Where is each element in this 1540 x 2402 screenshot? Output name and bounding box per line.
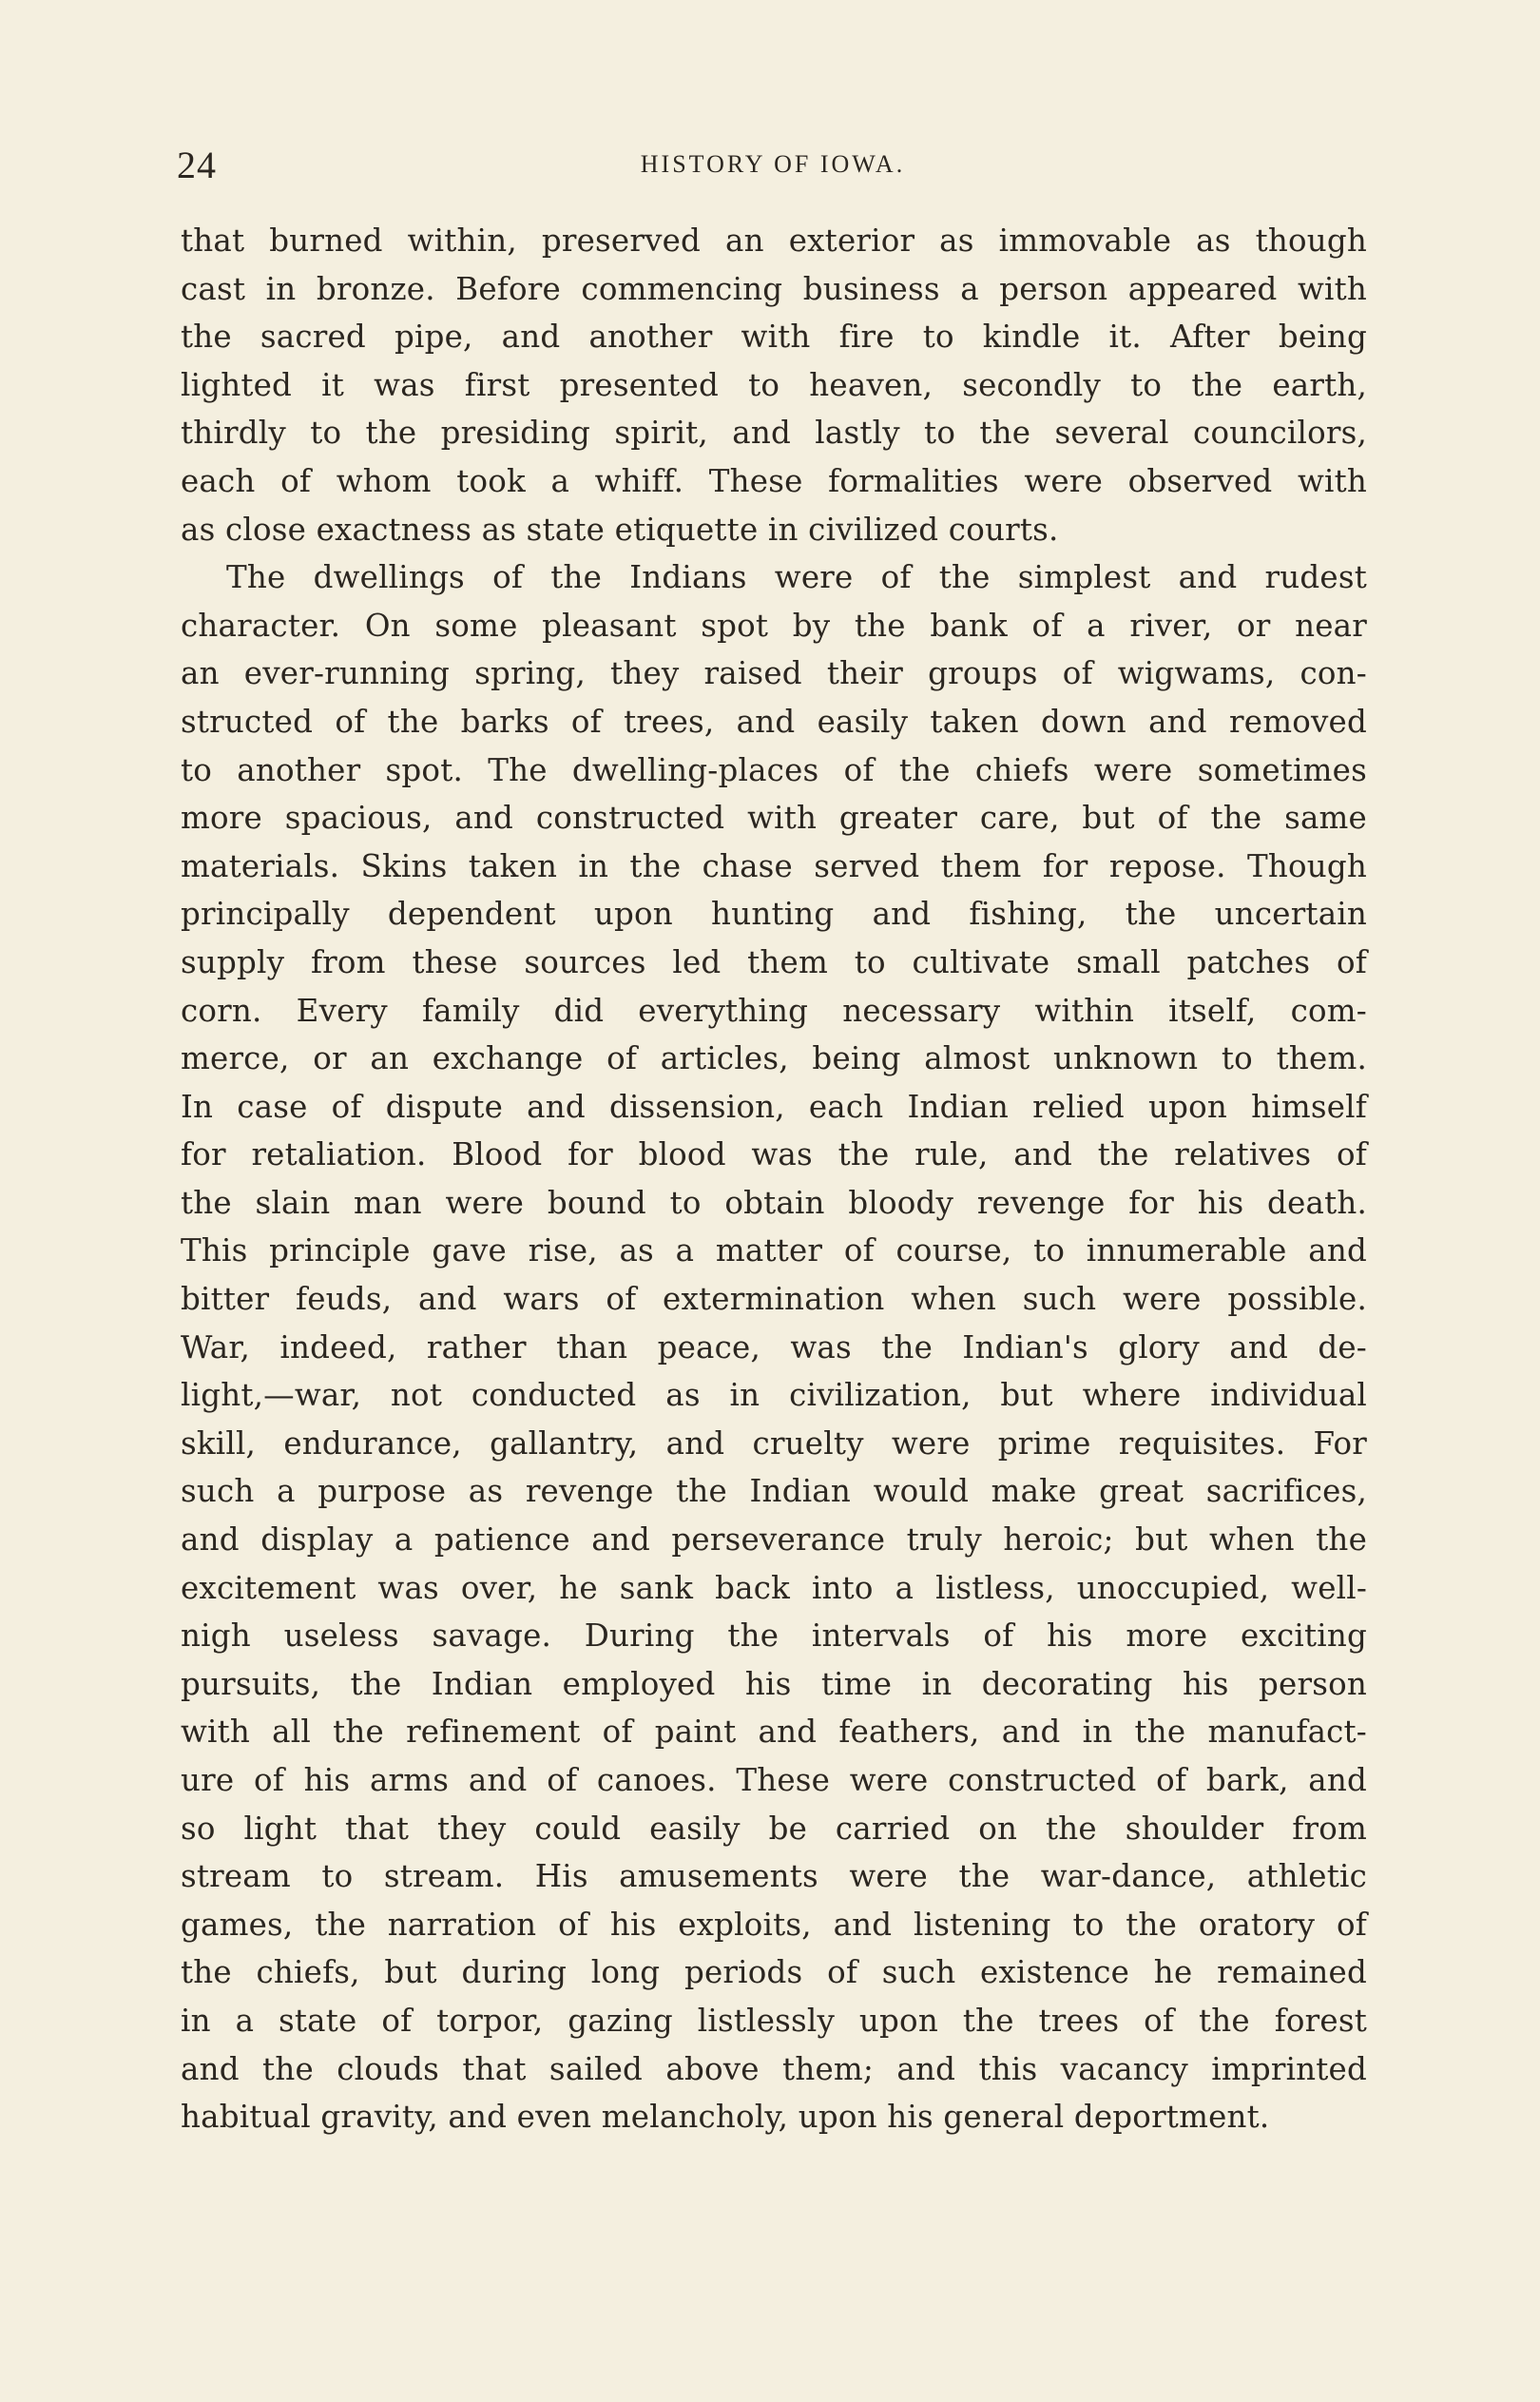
text-line: in a state of torpor, gazing listlessly upon the trees of the forest <box>181 2002 1367 2039</box>
text-line: principally dependent upon hunting and fishing, the uncertain <box>181 896 1367 933</box>
text-line: the sacred pipe, and another with fire to kindle it. After being <box>181 319 1367 356</box>
text-line: corn. Every family did everything necessary within itself, com- <box>181 992 1367 1029</box>
text-line: materials. Skins taken in the chase served them for repose. Though <box>181 847 1367 884</box>
text-line: an ever-running spring, they raised their groups of wigwams, con- <box>181 655 1367 692</box>
page-number: 24 <box>177 144 217 186</box>
text-line: the slain man were bound to obtain bloody revenge for his death. <box>181 1184 1367 1221</box>
text-line: supply from these sources led them to cultivate small patches of <box>181 943 1367 980</box>
text-line: The dwellings of the Indians were of the simplest and rudest <box>226 559 1367 596</box>
text-line: nigh useless savage. During the intervals of his more exciting <box>181 1617 1367 1655</box>
text-line: skill, endurance, gallantry, and cruelty were prime requisites. For <box>181 1424 1367 1462</box>
text-line: War, indeed, rather than peace, was the Indian's glory and de- <box>181 1328 1367 1366</box>
text-line: with all the refinement of paint and feathers, and in the manufact- <box>181 1714 1367 1751</box>
text-line: merce, or an exchange of articles, being almost unknown to them. <box>181 1040 1367 1077</box>
text-line: the chiefs, but during long periods of such existence he remained <box>181 1954 1367 1991</box>
text-line: pursuits, the Indian employed his time in decorating his person <box>181 1665 1367 1702</box>
text-line: lighted it was first presented to heaven, secondly to the earth, <box>181 366 1367 403</box>
body-text <box>181 217 1367 2141</box>
text-line: thirdly to the presiding spirit, and lastly to the several councilors, <box>181 415 1367 452</box>
text-line: character. On some pleasant spot by the bank of a river, or near <box>181 607 1367 644</box>
text-line: This principle gave rise, as a matter of course, to innumerable and <box>181 1232 1367 1269</box>
running-head: HISTORY OF IOWA. <box>640 150 906 178</box>
text-line: structed of the barks of trees, and easily taken down and removed <box>181 703 1367 740</box>
text-line: more spacious, and constructed with greater care, but of the same <box>181 800 1367 837</box>
text-line: to another spot. The dwelling-places of the chiefs were sometimes <box>181 751 1367 788</box>
text-line: bitter feuds, and wars of extermination when such were possible. <box>181 1281 1367 1318</box>
text-line: In case of dispute and dissension, each Indian relied upon himself <box>181 1088 1367 1125</box>
text-line: each of whom took a whiff. These formalities were observed with <box>181 462 1367 499</box>
text-line: cast in bronze. Before commencing business a person appeared with <box>181 270 1367 307</box>
text-line: games, the narration of his exploits, and listening to the oratory of <box>181 1906 1367 1943</box>
text-line: excitement was over, he sank back into a listless, unoccupied, well- <box>181 1569 1367 1606</box>
text-line: ure of his arms and of canoes. These were constructed of bark, and <box>181 1762 1367 1798</box>
text-line: light,—war, not conducted as in civilization, but where individual <box>181 1377 1367 1414</box>
text-line: for retaliation. Blood for blood was the rule, and the relatives of <box>181 1136 1367 1173</box>
text-line: and display a patience and perseverance truly heroic; but when the <box>181 1521 1367 1559</box>
text-line: habitual gravity, and even melancholy, upon his general deportment. <box>181 2099 1270 2136</box>
text-line: so light that they could easily be carried on the shoulder from <box>181 1810 1367 1847</box>
text-line: such a purpose as revenge the Indian would make great sacrifices, <box>181 1473 1367 1510</box>
text-line: as close exactness as state etiquette in civilized courts. <box>181 511 1059 548</box>
page-header <box>177 143 1369 190</box>
text-line: stream to stream. His amusements were the war-dance, athletic <box>181 1858 1367 1895</box>
text-line: that burned within, preserved an exterior as immovable as though <box>181 223 1367 259</box>
text-line: and the clouds that sailed above them; and this vacancy imprinted <box>181 2050 1367 2087</box>
